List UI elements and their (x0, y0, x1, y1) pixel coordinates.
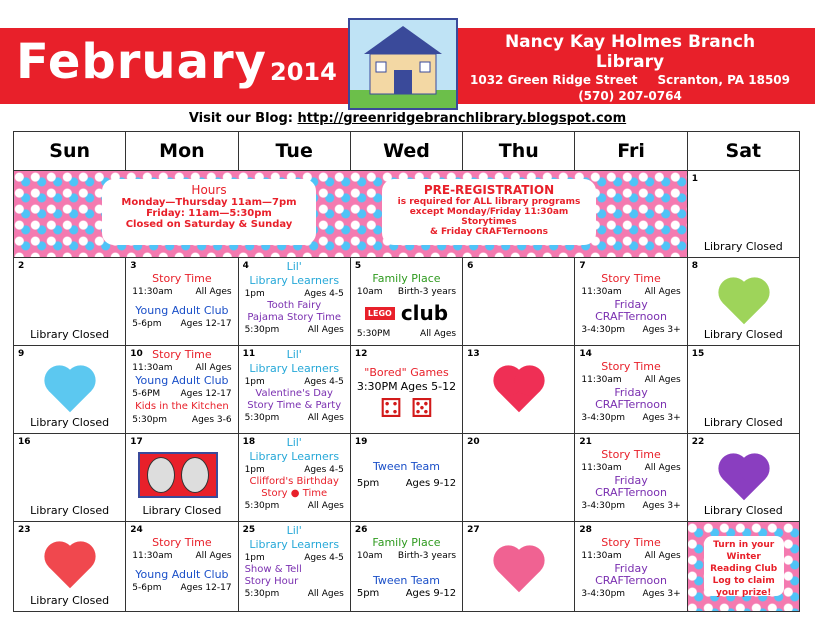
day-cell: 10 Story Time 11:30am All Ages Young Adult Club 5-6PM Ages 12-17 Kids in the Kitchen 5:30pm Ages 3-6 (126, 346, 238, 434)
event-time: 11:30am (581, 375, 622, 385)
event-title: CRAFTernoon (595, 486, 667, 499)
month-title: February (16, 34, 267, 90)
event-time: 10am (356, 551, 383, 561)
closed-label: Library Closed (30, 416, 110, 429)
event-ages: Ages 3-6 (191, 415, 232, 425)
event-ages: All Ages (644, 551, 681, 561)
prereg-line: except Monday/Friday 11:30am Storytimes (409, 207, 569, 227)
event-title: Lil' (286, 260, 302, 273)
closed-label: Library Closed (142, 504, 222, 517)
event-ages: All Ages (307, 501, 344, 511)
closed-label: Library Closed (30, 594, 110, 607)
day-header: Thu (463, 132, 575, 171)
preregistration-box (382, 179, 596, 245)
event-title: Story Time (152, 272, 212, 285)
event-title: Friday (614, 474, 648, 487)
lego-badge: LEGO (365, 307, 395, 320)
day-header: Wed (350, 132, 462, 171)
prereg-line: is required for ALL library programs (397, 197, 581, 207)
event-time: 11:30am (581, 463, 622, 473)
closed-label: Library Closed (30, 504, 110, 517)
event-title: Pajama Story Time (247, 312, 342, 323)
event-title: Library Learners (249, 450, 340, 463)
day-cell: 19 Tween Team 5pm Ages 9-12 (350, 434, 462, 522)
winter-reading-box (704, 536, 784, 596)
event-title: Friday (614, 386, 648, 399)
day-cell: 27 (463, 522, 575, 612)
day-cell: 21 Story Time 11:30am All Ages Friday CRAFTernoon 3-4:30pm Ages 3+ (575, 434, 687, 522)
event-title: CRAFTernoon (595, 574, 667, 587)
day-cell: 28 Story Time 11:30am All Ages Friday CRAFTernoon 3-4:30pm Ages 3+ (575, 522, 687, 612)
event-time: 5-6pm (132, 583, 162, 593)
event-ages: Ages 12-17 (180, 389, 232, 399)
day-header: Mon (126, 132, 238, 171)
event-time: 5:30pm (244, 413, 280, 423)
day-cell: 9 Library Closed (14, 346, 126, 434)
day-header: Fri (575, 132, 687, 171)
library-street: 1032 Green Ridge Street (470, 73, 638, 87)
event-title: Story Time (601, 360, 661, 373)
event-title: CRAFTernoon (595, 310, 667, 323)
event-title: Story Time & Party (247, 400, 342, 411)
hours-line: Monday—Thursday 11am—7pm (121, 197, 297, 208)
event-title: Kids in the Kitchen (135, 401, 229, 412)
heart-icon (722, 458, 764, 500)
event-ages: All Ages (420, 329, 457, 339)
event-title: Family Place (372, 272, 441, 285)
event-time: 3-4:30pm (581, 413, 626, 423)
closed-label: Library Closed (703, 240, 783, 253)
event-time: 3-4:30pm (581, 501, 626, 511)
event-time: 5-6pm (132, 319, 162, 329)
event-ages: All Ages (195, 287, 232, 297)
event-ages: Birth-3 years (397, 551, 457, 561)
event-time: 1pm (244, 289, 265, 299)
hours-title: Hours (191, 183, 227, 197)
day-cell: 16 Library Closed (14, 434, 126, 522)
event-ages: All Ages (307, 325, 344, 335)
event-title: CRAFTernoon (595, 398, 667, 411)
day-header: Sat (687, 132, 799, 171)
event-ages: Ages 3+ (642, 413, 681, 423)
event-ages: All Ages (307, 413, 344, 423)
event-title: "Bored" Games (364, 366, 449, 379)
event-time: 3-4:30pm (581, 589, 626, 599)
event-time: 3:30PM (356, 380, 398, 393)
event-ages: Ages 4-5 (304, 465, 344, 475)
event-ages: All Ages (644, 463, 681, 473)
day-cell: 11 Lil' Library Learners 1pm Ages 4-5 Valentine's Day Story Time & Party 5:30pm All Ages (238, 346, 350, 434)
event-title: Lil' (286, 524, 302, 537)
event-ages: All Ages (195, 363, 232, 373)
event-time: 5:30pm (244, 325, 280, 335)
event-title: Story (261, 488, 288, 499)
day-cell: 14 Story Time 11:30am All Ages Friday CRAFTernoon 3-4:30pm Ages 3+ (575, 346, 687, 434)
closed-label: Library Closed (703, 504, 783, 517)
event-title: Library Learners (249, 362, 340, 375)
event-time: 1pm (244, 553, 265, 563)
library-info (470, 32, 790, 120)
day-cell: 13 (463, 346, 575, 434)
day-cell: 1 Library Closed (687, 171, 799, 258)
heart-icon (722, 282, 764, 324)
event-ages: Ages 9-12 (405, 588, 457, 599)
event-time: 1pm (244, 377, 265, 387)
event-ages: All Ages (644, 287, 681, 297)
event-time: 10am (356, 287, 383, 297)
library-building-logo (348, 18, 458, 110)
event-time: 11:30am (581, 287, 622, 297)
event-title: Friday (614, 298, 648, 311)
event-ages: Ages 9-12 (405, 478, 457, 489)
library-website[interactable]: www.lclshome.org/greenridge (528, 105, 732, 119)
event-title: Young Adult Club (135, 568, 229, 581)
clifford-icon: ● (290, 488, 300, 499)
event-title: Story Time (601, 536, 661, 549)
day-cell: 5 Family Place 10am Birth-3 years LEGO club 5:30PM All Ages (350, 258, 462, 346)
event-ages: Birth-3 years (397, 287, 457, 297)
event-time: 5:30pm (244, 589, 280, 599)
event-ages: Ages 12-17 (180, 319, 232, 329)
event-ages: All Ages (644, 375, 681, 385)
event-time: 11:30am (132, 363, 173, 373)
lego-word: club (400, 301, 449, 325)
event-time: 5:30pm (244, 501, 280, 511)
library-city: Scranton, PA 18509 (657, 73, 790, 87)
event-ages: Ages 5-12 (400, 380, 457, 393)
event-title: Lil' (286, 436, 302, 449)
blog-line (0, 111, 815, 126)
day-cell: 17 Library Closed (126, 434, 238, 522)
day-cell: 2 Library Closed (14, 258, 126, 346)
heart-icon (498, 550, 540, 592)
day-cell: 22 Library Closed (687, 434, 799, 522)
event-title: Young Adult Club (135, 304, 229, 317)
event-ages: All Ages (195, 551, 232, 561)
library-name: Nancy Kay Holmes Branch Library (504, 32, 756, 72)
event-time: 11:30am (132, 551, 173, 561)
event-ages: Ages 3+ (642, 325, 681, 335)
lego-club-logo (351, 301, 462, 325)
event-title: Library Learners (249, 538, 340, 551)
event-time: 5-6PM (132, 389, 161, 399)
day-cell: 24 Story Time 11:30am All Ages Young Adult Club 5-6pm Ages 12-17 (126, 522, 238, 612)
event-ages: Ages 12-17 (180, 583, 232, 593)
event-time: 5:30PM (356, 329, 391, 339)
event-time: 1pm (244, 465, 265, 475)
event-title: Tween Team (372, 460, 440, 473)
event-time: 11:30am (132, 287, 173, 297)
day-header: Tue (238, 132, 350, 171)
event-ages: Ages 4-5 (304, 289, 344, 299)
closed-label: Library Closed (703, 416, 783, 429)
day-cell: 7 Story Time 11:30am All Ages Friday CRAFTernoon 3-4:30pm Ages 3+ (575, 258, 687, 346)
blog-link[interactable]: http://greenridgebranchlibrary.blogspot.com (297, 111, 627, 126)
event-title: Young Adult Club (135, 374, 229, 387)
hours-line: Friday: 11am—5:30pm (146, 208, 272, 219)
event-title: Story Time (152, 348, 212, 361)
event-title: Library Learners (249, 274, 340, 287)
prereg-line: & Friday CRAFTernoons (430, 227, 548, 237)
event-ages: Ages 4-5 (304, 377, 344, 387)
heart-icon (49, 546, 91, 588)
day-cell: 6 (463, 258, 575, 346)
event-ages: Ages 3+ (642, 589, 681, 599)
heart-icon (498, 370, 540, 412)
event-title: Story Time (152, 536, 212, 549)
hours-box (102, 179, 316, 245)
event-time: 5pm (356, 588, 380, 599)
library-phone: (570) 207-0764 (578, 89, 682, 103)
event-title: Story Time (601, 272, 661, 285)
event-title: Friday (614, 562, 648, 575)
event-title: Lil' (286, 348, 302, 361)
event-time: 5pm (356, 478, 380, 489)
presidents-day-image (138, 452, 218, 498)
event-title: Time (302, 488, 328, 499)
day-cell: 18 Lil' Library Learners 1pm Ages 4-5 Clifford's Birthday Story ● Time 5:30pm All Ages (238, 434, 350, 522)
year-title: 2014 (270, 58, 337, 86)
blog-label: Visit our Blog: (188, 111, 293, 126)
day-cell: 4 Lil' Library Learners 1pm Ages 4-5 Tooth Fairy Pajama Story Time 5:30pm All Ages (238, 258, 350, 346)
event-title: Tween Team (372, 574, 440, 587)
event-title: Show & Tell (244, 564, 302, 575)
day-cell: 26 Family Place 10am Birth-3 years Tween Team 5pm Ages 9-12 (350, 522, 462, 612)
winter-reading-cell (687, 522, 799, 612)
event-time: 5:30pm (132, 415, 167, 425)
hours-line: Closed on Saturday & Sunday (125, 219, 293, 230)
day-cell: 15 Library Closed (687, 346, 799, 434)
day-cell: 12 "Bored" Games 3:30PM Ages 5-12 ⚃ ⚄ (350, 346, 462, 434)
closed-label: Library Closed (30, 328, 110, 341)
heart-icon (49, 370, 91, 412)
event-ages: Ages 4-5 (304, 553, 344, 563)
event-ages: All Ages (307, 589, 344, 599)
prereg-title: PRE-REGISTRATION (423, 183, 555, 197)
event-ages: Ages 3+ (642, 501, 681, 511)
event-title: Family Place (372, 536, 441, 549)
day-cell: 23 Library Closed (14, 522, 126, 612)
event-title: Valentine's Day (255, 388, 333, 399)
winter-reading-text: Turn in your Winter Reading Club Log to claim your prize! (710, 540, 778, 598)
event-title: Story Time (601, 448, 661, 461)
calendar-grid (13, 131, 800, 612)
day-cell: 25 Lil' Library Learners 1pm Ages 4-5 Show & Tell Story Hour 5:30pm All Ages (238, 522, 350, 612)
event-time: 3-4:30pm (581, 325, 626, 335)
event-title: Clifford's Birthday (249, 476, 339, 487)
dice-icon: ⚃ ⚄ (379, 394, 434, 424)
day-header: Sun (14, 132, 126, 171)
event-time: 11:30am (581, 551, 622, 561)
day-cell: 3 Story Time 11:30am All Ages Young Adult Club 5-6pm Ages 12-17 (126, 258, 238, 346)
closed-label: Library Closed (703, 328, 783, 341)
hearts-banner (14, 171, 688, 258)
event-title: Story Hour (244, 576, 299, 587)
event-title: Tooth Fairy (267, 300, 322, 311)
day-cell: 20 (463, 434, 575, 522)
day-cell: 8 Library Closed (687, 258, 799, 346)
